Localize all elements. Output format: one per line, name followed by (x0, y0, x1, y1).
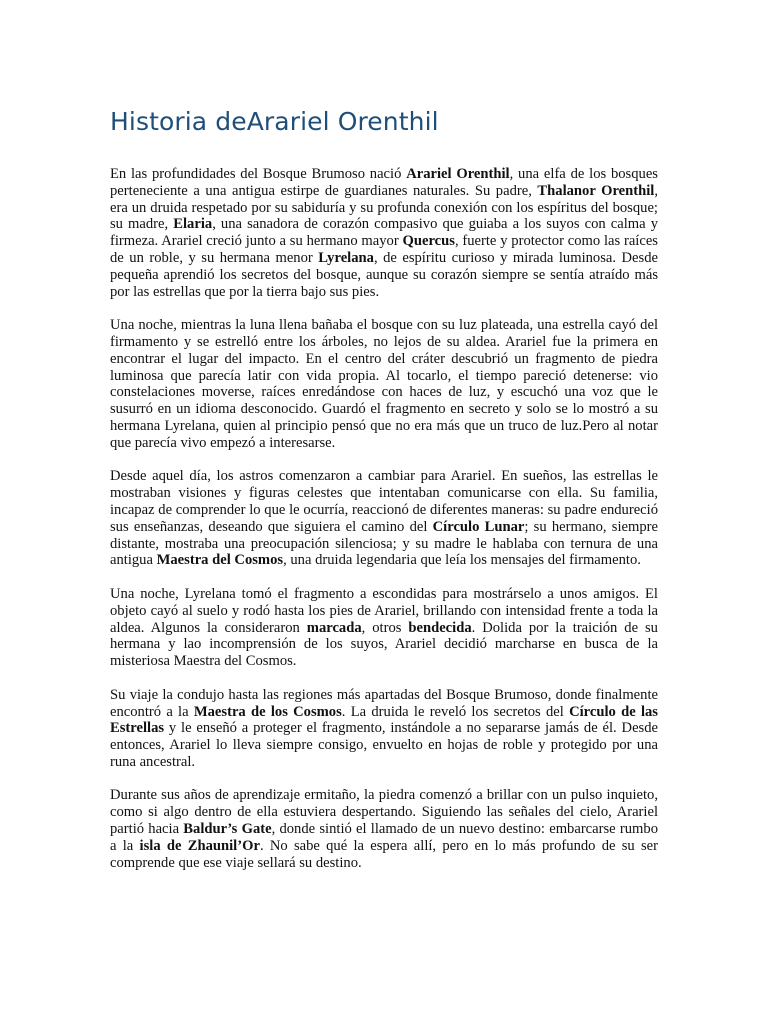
paragraph (110, 468, 658, 569)
bold-text: Lyrelana (318, 249, 374, 266)
paragraph (110, 317, 658, 451)
paragraph-text: Desde aquel día, los astros comenzaron a cambiar para Arariel. En sueños, las estrellas le mostraban visiones y figuras celestes que intentaban comunicarse con ella. Su familia, incapaz de comprender lo que le ocurría, reaccionó de diferentes maneras: su padre endureció sus enseñanzas, deseando que siguiera el camino del (110, 468, 658, 535)
bold-text: Maestra de los Cosmos (193, 703, 342, 720)
bold-text: isla de Zhaunil’Or (139, 837, 260, 854)
paragraph-text: , una sanadora de corazón compasivo que guiaba a los suyos con calma y firmeza. Arariel creció junto a su hermano mayor (110, 216, 658, 250)
paragraph-text: Una noche, Lyrelana tomó el fragmento a escondidas para mostrárselo a unos amigos. El objeto cayó al suelo y rodó hasta los pies de Arariel, brillando con intensidad frente a toda la aldea. Algunos la consideraron (110, 585, 658, 636)
bold-text: Arariel Orenthil (406, 166, 510, 182)
bold-text: bendecida (408, 619, 472, 636)
bold-text: Baldur’s Gate (183, 821, 272, 838)
paragraph-text: , donde sintió el llamado de un nuevo destino: embarcarse rumbo a la (110, 821, 658, 854)
bold-text: Quercus (402, 233, 455, 250)
bold-text: Maestra del Cosmos (156, 552, 284, 569)
paragraph-text: En las profundidades del Bosque Brumoso nació (110, 166, 407, 182)
document-body (110, 166, 658, 871)
paragraph-text: Su viaje la condujo hasta las regiones más apartadas del Bosque Brumoso, donde finalmente encontró a la (110, 686, 658, 720)
document-page (110, 104, 658, 888)
paragraph-text: , de espíritu curioso y mirada luminosa. Desde pequeña aprendió los secretos del bosque, aunque su corazón siempre se sentía atraído más por las estrellas que por la tierra bajo sus pies. (110, 249, 658, 300)
paragraph-text: y le enseñó a proteger el fragmento, instándole a no separarse jamás de él. Desde entonces, Arariel lo lleva siempre consigo, envuelto en hojas de roble y protegido por una runa ancestral. (110, 720, 658, 770)
paragraph-text: , una druida legendaria que leía los mensajes del firmamento. (283, 552, 641, 569)
bold-text: Elaria (173, 216, 213, 233)
bold-text: Thalanor Orenthil (537, 182, 655, 199)
paragraph (110, 687, 658, 771)
paragraph-text: ; su hermano, siempre distante, mostraba una preocupación silenciosa; y su madre le hablaba con ternura de una antigua (110, 518, 658, 569)
paragraph-text: , era un druida respetado por su sabiduría y su profunda conexión con los espíritus del bosque; su madre, (110, 182, 658, 233)
paragraph-text: Durante sus años de aprendizaje ermitaño, la piedra comenzó a brillar con un pulso inquieto, como si algo dentro de ella estuviera despertando. Siguiendo las señales del cielo, Arariel partió hacia (110, 787, 658, 838)
document-title: Historia deArariel Orenthil (110, 107, 439, 136)
paragraph-text: . No sabe qué la espera allí, pero en lo más profundo de su ser comprende que ese viaje sellará su destino. (110, 837, 659, 871)
paragraph-text: . La druida le reveló los secretos del (341, 703, 570, 720)
paragraph (110, 166, 658, 300)
paragraph-text: Una noche, mientras la luna llena bañaba el bosque con su luz plateada, una estrella cayó del firmamento y se estrelló entre los árboles, no lejos de su aldea. Arariel fue la primera en encontrar el lugar del impacto. En el centro del cráter descubrió un fragmento de piedra luminosa que parecía latir con vida propia. Al tocarlo, el tiempo pareció detenerse: vio constelaciones moverse, raíces enredándose con haces de luz, y escuchó una voz que le susurró en un idioma desconocido. Guardó el fragmento en secreto y solo se lo mostró a su hermana Lyrelana, quien al principio pensó que no era más que un truco de luz.Pero al notar que parecía vivo empezó a interesarse. (110, 317, 658, 451)
paragraph-text: , otros (361, 619, 409, 636)
paragraph-text: , una elfa de los bosques perteneciente a una antigua estirpe de guardianes naturales. Su padre, (110, 166, 658, 199)
paragraph (110, 586, 658, 670)
bold-text: Círculo Lunar (432, 518, 525, 535)
paragraph (110, 787, 658, 871)
bold-text: Círculo de las Estrellas (110, 703, 658, 737)
paragraph-text: . Dolida por la traición de su hermana y lao incomprensión de los suyos, Arariel decidió marcharse en busca de la misteriosa Maestra del Cosmos. (110, 619, 658, 670)
paragraph-text: , fuerte y protector como las raíces de un roble, y su hermana menor (110, 233, 658, 266)
bold-text: marcada (306, 619, 362, 636)
